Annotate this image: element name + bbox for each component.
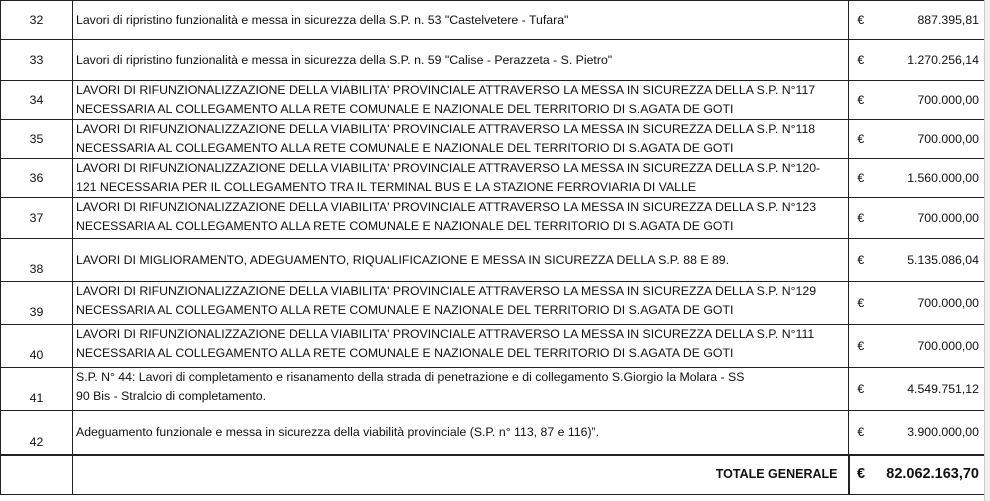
currency-symbol: € <box>849 239 871 282</box>
row-description <box>73 1 849 40</box>
description-line: NECESSARIA AL COLLEGAMENTO ALLA RETE COMUNALE E NAZIONALE DEL TERRITORIO DI S.AGATA DE GOTI <box>76 219 734 233</box>
row-description <box>73 159 849 198</box>
row-description <box>73 411 849 455</box>
currency-symbol: € <box>849 411 871 455</box>
window-edge <box>984 0 990 501</box>
currency-symbol: € <box>849 1 871 40</box>
row-number: 36 <box>1 159 73 198</box>
row-number: 42 <box>1 411 73 455</box>
total-row <box>1 455 985 495</box>
description-line: NECESSARIA AL COLLEGAMENTO ALLA RETE COMUNALE E NAZIONALE DEL TERRITORIO DI S.AGATA DE GOTI <box>76 346 734 360</box>
row-number: 35 <box>1 120 73 159</box>
table-row <box>1 368 985 411</box>
row-description <box>73 368 849 411</box>
description-line: S.P. N° 44: Lavori di completamento e risanamento della strada di penetrazione e di collegamento S.Giorgio la Molara - SS <box>76 370 745 384</box>
row-number: 32 <box>1 1 73 40</box>
description-line: LAVORI DI RIFUNZIONALIZZAZIONE DELLA VIABILITA' PROVINCIALE ATTRAVERSO LA MESSA IN SICUREZZA DELLA S.P. N°118 <box>76 122 816 136</box>
table-row <box>1 120 985 159</box>
table-row <box>1 239 985 282</box>
row-description <box>73 40 849 81</box>
row-description <box>73 239 849 282</box>
currency-symbol: € <box>849 198 871 239</box>
description-line: 90 Bis - Stralcio di completamento. <box>76 389 267 403</box>
row-amount: 1.270.256,14 <box>871 40 985 81</box>
row-description <box>73 282 849 325</box>
table-row <box>1 282 985 325</box>
description-line: LAVORI DI RIFUNZIONALIZZAZIONE DELLA VIABILITA' PROVINCIALE ATTRAVERSO LA MESSA IN SICUREZZA DELLA S.P. N°129 <box>76 284 817 298</box>
description-line: NECESSARIA AL COLLEGAMENTO ALLA RETE COMUNALE E NAZIONALE DEL TERRITORIO DI S.AGATA DE GOTI <box>76 141 734 155</box>
description-line: NECESSARIA AL COLLEGAMENTO ALLA RETE COMUNALE E NAZIONALE DEL TERRITORIO DI S.AGATA DE GOTI <box>76 303 734 317</box>
row-description <box>73 81 849 120</box>
table-row <box>1 81 985 120</box>
table-row <box>1 159 985 198</box>
currency-symbol: € <box>849 40 871 81</box>
row-amount: 700.000,00 <box>871 198 985 239</box>
table-row <box>1 411 985 455</box>
description-line: Lavori di ripristino funzionalità e messa in sicurezza della S.P. n. 59 "Calise - Perazzeta - S. Pietro" <box>76 52 613 67</box>
description-line: NECESSARIA AL COLLEGAMENTO ALLA RETE COMUNALE E NAZIONALE DEL TERRITORIO DI S.AGATA DE GOTI <box>76 102 734 116</box>
description-line: Lavori di ripristino funzionalità e messa in sicurezza della S.P. n. 53 "Castelvetere - Tufara" <box>76 12 569 27</box>
row-amount: 700.000,00 <box>871 325 985 368</box>
currency-symbol: € <box>849 282 871 325</box>
row-amount: 5.135.086,04 <box>871 239 985 282</box>
row-number: 39 <box>1 282 73 325</box>
row-amount: 3.900.000,00 <box>871 411 985 455</box>
row-number: 34 <box>1 81 73 120</box>
row-number: 41 <box>1 368 73 411</box>
total-label: TOTALE GENERALE <box>73 455 849 495</box>
currency-symbol: € <box>849 325 871 368</box>
description-line: LAVORI DI RIFUNZIONALIZZAZIONE DELLA VIABILITA' PROVINCIALE ATTRAVERSO LA MESSA IN SICUREZZA DELLA S.P. N°111 <box>76 327 815 341</box>
total-currency-symbol: € <box>849 455 871 495</box>
row-amount: 700.000,00 <box>871 282 985 325</box>
row-amount: 4.549.751,12 <box>871 368 985 411</box>
table-row <box>1 1 985 40</box>
row-description <box>73 325 849 368</box>
table-body <box>1 1 985 495</box>
table-row <box>1 40 985 81</box>
row-amount: 887.395,81 <box>871 1 985 40</box>
row-number: 33 <box>1 40 73 81</box>
row-amount: 1.560.000,00 <box>871 159 985 198</box>
description-line: LAVORI DI RIFUNZIONALIZZAZIONE DELLA VIABILITA' PROVINCIALE ATTRAVERSO LA MESSA IN SICUREZZA DELLA S.P. N°117 <box>76 83 816 97</box>
row-number: 37 <box>1 198 73 239</box>
currency-symbol: € <box>849 120 871 159</box>
table-row <box>1 325 985 368</box>
description-line: LAVORI DI RIFUNZIONALIZZAZIONE DELLA VIABILITA' PROVINCIALE ATTRAVERSO LA MESSA IN SICUREZZA DELLA S.P. N°120- <box>76 161 821 175</box>
description-line: LAVORI DI MIGLIORAMENTO, ADEGUAMENTO, RIQUALIFICAZIONE E MESSA IN SICUREZZA DELLA S.P. 88 E 89. <box>76 252 730 267</box>
currency-symbol: € <box>849 159 871 198</box>
row-number: 38 <box>1 239 73 282</box>
total-amount: 82.062.163,70 <box>871 455 985 495</box>
row-number: 40 <box>1 325 73 368</box>
row-description <box>73 120 849 159</box>
table-row <box>1 198 985 239</box>
currency-symbol: € <box>849 368 871 411</box>
total-number-cell <box>1 455 73 495</box>
row-description <box>73 198 849 239</box>
row-amount: 700.000,00 <box>871 81 985 120</box>
description-line: LAVORI DI RIFUNZIONALIZZAZIONE DELLA VIABILITA' PROVINCIALE ATTRAVERSO LA MESSA IN SICUREZZA DELLA S.P. N°123 <box>76 200 817 214</box>
description-line: 121 NECESSARIA PER IL COLLEGAMENTO TRA IL TERMINAL BUS E LA STAZIONE FERROVIARIA DI VALLE <box>76 180 697 194</box>
description-line: Adeguamento funzionale e messa in sicurezza della viabilità provinciale (S.P. n° 113, 87 e 116)”. <box>76 424 600 439</box>
row-amount: 700.000,00 <box>871 120 985 159</box>
currency-symbol: € <box>849 81 871 120</box>
